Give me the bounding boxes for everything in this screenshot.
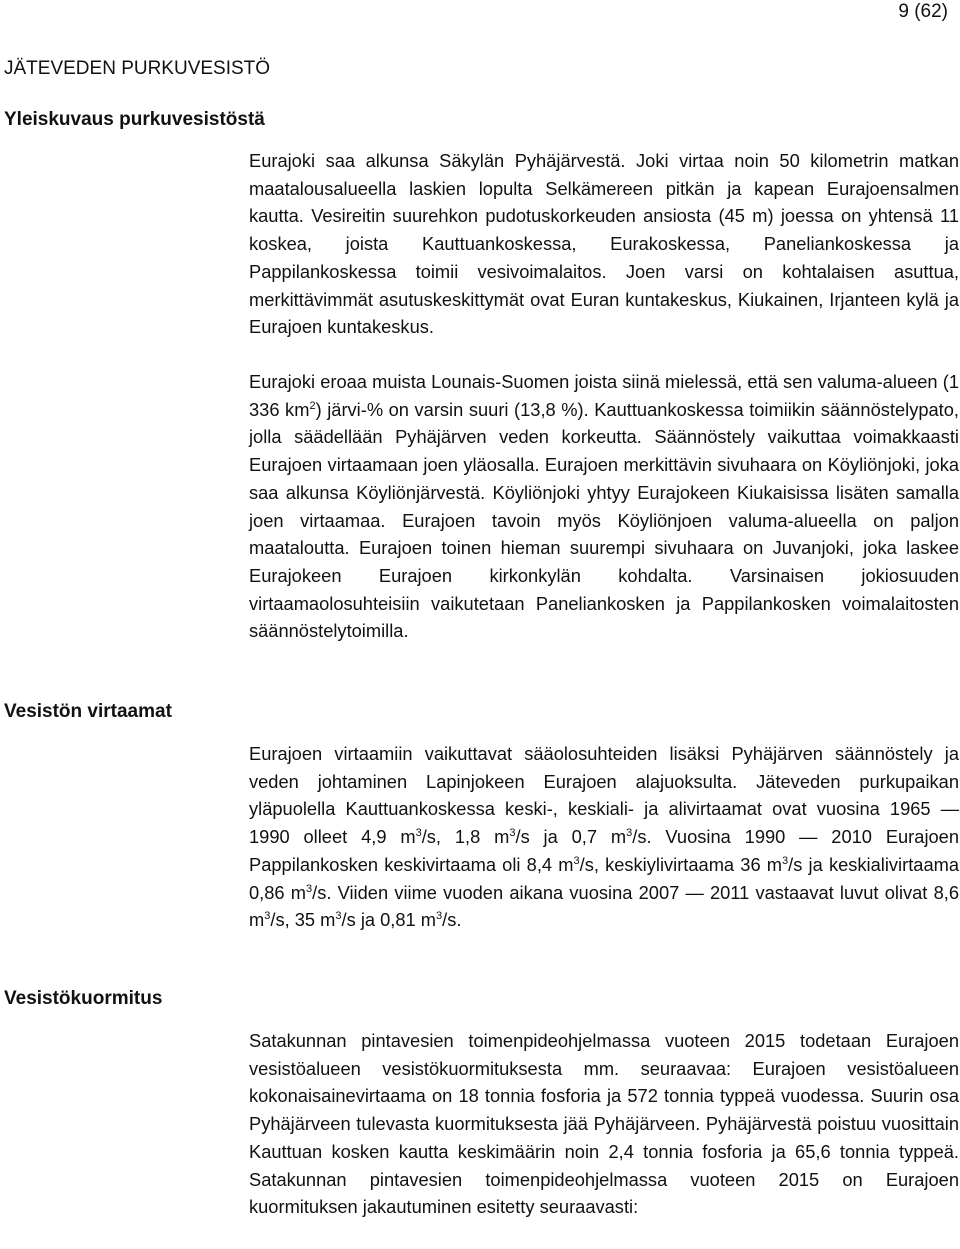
text-fragment: /s. Viiden viime vuoden aikana vuosina 2007 — 2011 vastaavat luvut olivat 8,6 m bbox=[249, 881, 959, 931]
text-fragment: /s ja 0,7 m bbox=[515, 826, 627, 848]
paragraph-river-description: Eurajoki saa alkunsa Säkylän Pyhäjärvestä. Joki virtaa noin 50 kilometrin matkan maatalousalueella laskien lopulta Selkämereen pitkän ja kapean Eurajoensalmen kautta. Vesireitin suurehkon pudotuskorkeuden ansiosta (45 m) joessa on yhtensä 11 koskea, joista Kauttuankoskessa, Eurakoskessa, Paneliankoskessa ja Pappilankoskessa toimii vesivoimalaitos. Joen varsi on kohtalaisen asuttua, merkittävimmät asutuskeskittymät ovat Euran kuntakeskus, Kiukainen, Irjanteen kylä ja Eurajoen kuntakeskus. bbox=[249, 150, 959, 338]
text-fragment: Eurajoen virtaamiin vaikuttavat sääolosuhteiden lisäksi Pyhäjärven säännöstely ja veden johtaminen Lapinjokeen Eurajoen alajuoksulta. Jäteveden purkupaikan yläpuolella Kauttuankoskessa keski-, keskiali- ja alivirtaamat ovat vuosina 1965 — 1990 olleet 4,9 m bbox=[249, 743, 959, 848]
superscript: 3 bbox=[626, 827, 633, 840]
superscript: 3 bbox=[509, 827, 516, 840]
superscript: 3 bbox=[264, 910, 271, 923]
text-fragment: /s. Vuosina 1990 — 2010 Eurajoen Pappilankosken keskivirtaama oli 8,4 m bbox=[249, 826, 960, 875]
superscript: 3 bbox=[415, 827, 422, 840]
page-number: 9 (62) bbox=[898, 1, 948, 22]
superscript: 3 bbox=[306, 882, 313, 895]
text-fragment: ) järvi-% on varsin suuri (13,8 %). Kauttuankoskessa toimiikin säännöstelypato, jolla säädellään Pyhäjärven veden korkeutta. Säännöstely vaikuttaa voimakkaasti Eurajoen virtaamaan joen yläosalla. Eurajoen merkittävin sivuhaara on Köyliönjoki, joka saa alkunsa Köyliönjärvestä. Köyliönjoki yhtyy Eurajokeen Kiukaisissa lisäten samalla joen virtaamaa. Eurajoen tavoin myös Köyliönjoen valuma-alueella on paljon maataloutta. Eurajoen toinen hieman suurempi sivuhaara on Juvanjoki, joka laskee Eurajokeen Eurajoen kirkonkylän kohdalta. Varsinaisen jokiosuuden virtaamaolosuhteisiin vaikutetaan Paneliankosken ja Pappilankosken voimalaitosten säännöstelytoimilla. bbox=[249, 398, 960, 642]
paragraph-catchment-area bbox=[249, 368, 959, 645]
text-fragment: Eurajoki eroaa muista Lounais-Suomen joista siinä mielessä, että sen valuma-alueen (1 336 km bbox=[249, 371, 959, 420]
text-fragment: /s, 1,8 m bbox=[421, 826, 510, 848]
superscript: 3 bbox=[573, 854, 580, 867]
superscript: 3 bbox=[782, 854, 789, 867]
section-heading-load: Vesistökuormitus bbox=[4, 988, 163, 1009]
document-title: JÄTEVEDEN PURKUVESISTÖ bbox=[4, 58, 271, 79]
superscript: 3 bbox=[436, 910, 443, 923]
superscript: 2 bbox=[309, 399, 316, 412]
section-heading-overview: Yleiskuvaus purkuvesistöstä bbox=[4, 109, 265, 130]
superscript: 3 bbox=[335, 910, 342, 923]
text-fragment: /s. bbox=[442, 909, 462, 931]
text-fragment: /s ja keskialivirtaama 0,86 m bbox=[249, 853, 960, 903]
text-fragment: /s, keskiylivirtaama 36 m bbox=[579, 853, 783, 875]
paragraph-water-load: Satakunnan pintavesien toimenpideohjelmassa vuoteen 2015 todetaan Eurajoen vesistöalueen vesistökuormituksesta mm. seuraavaa: Eurajoen vesistöalueen kokonaisainevirtaama on 18 tonnia fosforia ja 572 tonnia typpeä vuodessa. Suurin osa Pyhäjärveen tulevasta kuormituksesta jää Pyhäjärveen. Pyhäjärvestä poistuu vuosittain Kauttuan kosken kautta keskimäärin noin 2,4 tonnia fosforia ja 65,6 tonnia typpeä. Satakunnan pintavesien toimenpideohjelmassa vuoteen 2015 on Eurajoen kuormituksen jakautuminen esitetty seuraavasti: bbox=[249, 1030, 959, 1218]
text-fragment: /s, 35 m bbox=[270, 909, 336, 931]
paragraph-flow-rates bbox=[249, 740, 959, 934]
text-fragment: /s ja 0,81 m bbox=[341, 909, 437, 931]
section-heading-flows: Vesistön virtaamat bbox=[4, 701, 172, 722]
